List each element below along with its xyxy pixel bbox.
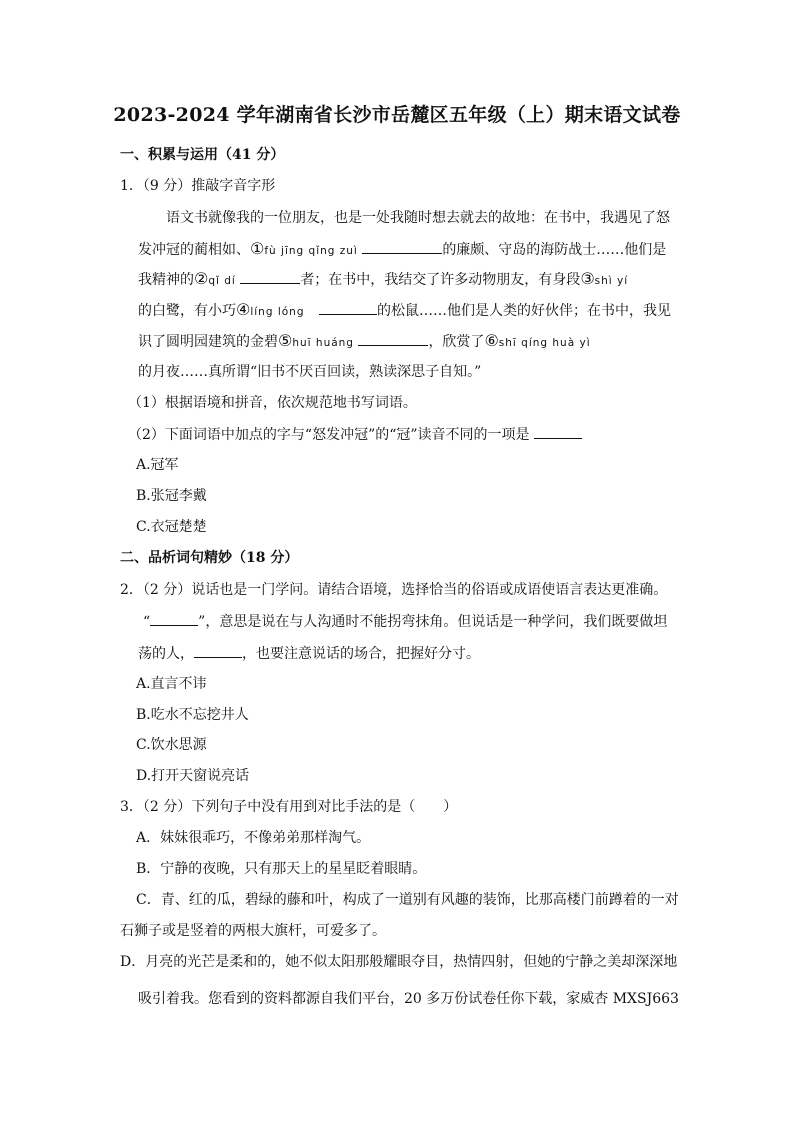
q2-option-b: B.吃水不忘挖井人 [136,707,249,723]
q1-passage-line-2 [138,239,666,261]
q2-option-c: C.饮水思源 [136,737,207,753]
answer-blank-1[interactable] [362,239,442,254]
marker-3: ③ [580,269,595,288]
passage-text: 者；在书中，我结交了许多动物朋友，有身段 [300,272,581,288]
passage-text: “ [143,614,151,630]
passage-text: 的白鹭，有小巧 [138,303,236,319]
q3-option-d-line-1: D．月亮的光芒是柔和的，她不似太阳那般耀眼夺目，热情四射，但她的宁静之美却深深地 [120,954,678,970]
q1-passage-line-6: 的月夜……真所谓“旧书不厌百回读，熟读深思子自知。” [138,364,482,380]
pinyin-6: shī qíng huà yì [498,337,591,349]
q3-option-d-line-2: 吸引着我。您看到的资料都源自我们平台，20 多万份试卷任你下载，家威杏 MXSJ663 [138,991,679,1007]
exam-title: 2023-2024 学年湖南省长沙市岳麓区五年级（上）期末语文试卷 [113,104,681,126]
section-1-heading: 一、积累与运用（41 分） [120,147,285,163]
passage-text: 荡的人， [138,646,194,662]
marker-6: ⑥ [484,331,499,350]
passage-text: ”，意思是说在与人沟通时不能拐弯抹角。但说话是一种学问，我们既要做坦 [198,614,668,630]
q1-passage-line-5 [138,331,591,353]
answer-blank-4[interactable] [319,300,377,315]
section-2-heading: 二、品析词句精妙（18 分） [120,550,299,566]
q3-option-c-line-2: 石狮子或是竖着的两根大旗杆，可爱多了。 [120,923,386,939]
passage-text: ，欣赏了 [428,334,485,350]
q1-passage-line-3 [138,269,628,291]
passage-text: 的松鼠……他们是人类的好伙伴；在书中，我见 [376,303,671,319]
q2-passage-line-2 [138,643,480,664]
q3-option-c-line-1: C．青、红的瓜，碧绿的藤和叶，构成了一道别有风趣的装饰，比那高楼门前蹲着的一对 [136,892,679,908]
q2-option-a: A.直言不讳 [136,676,207,692]
q1-passage-line-1: 语文书就像我的一位朋友，也是一处我随时想去就去的故地：在书中，我遇见了怒 [166,210,670,226]
pinyin-2: qǐ dí [208,275,236,287]
passage-text: 识了圆明园建筑的金碧 [138,334,278,350]
marker-5: ⑤ [278,331,293,350]
answer-blank-q2-1[interactable] [150,611,198,626]
q3-header: 3．（2 分）下列句子中没有用到对比手法的是（ ） [120,799,458,815]
answer-blank-sub2[interactable] [534,424,582,439]
marker-1: ① [250,239,265,258]
passage-text: 发冲冠的蔺相如、 [138,242,250,258]
pinyin-3: shì yí [594,275,629,287]
q1-option-a: A.冠军 [136,457,179,473]
passage-text: 的廉颇、守岛的海防战士……他们是 [442,242,667,258]
marker-2: ② [194,269,209,288]
answer-blank-2[interactable] [240,269,300,284]
q1-sub-question-1: （1）根据语境和拼音，依次规范地书写词语。 [128,395,417,411]
q1-sub-question-2 [128,424,582,445]
q1-header: 1．（9 分）推敲字音字形 [120,178,276,194]
answer-blank-q2-2[interactable] [194,643,242,658]
pinyin-5: huī huáng [292,337,354,349]
pinyin-1: fù jīng qǐng zuì [264,245,358,257]
pinyin-4: líng lóng [250,306,305,318]
q1-option-b: B.张冠李戴 [136,488,207,504]
q1-option-c: C.衣冠楚楚 [136,519,207,535]
passage-text: ，也要注意说话的场合，把握好分寸。 [242,646,480,662]
q2-option-d: D.打开天窗说亮话 [136,768,250,784]
answer-blank-5[interactable] [358,331,428,346]
q3-option-a: A．妹妹很乖巧，不像弟弟那样淘气。 [136,830,371,846]
passage-text: 我精神的 [138,272,194,288]
q2-passage-line-1 [143,611,667,632]
q1-passage-line-4 [138,300,671,322]
marker-4: ④ [236,300,251,319]
q2-header: 2．（2 分）说话也是一门学问。请结合语境，选择恰当的俗语或成语使语言表达更准确。 [120,582,668,598]
sub-question-text: （2）下面词语中加点的字与“怒发冲冠”的“冠”读音不同的一项是 [128,427,530,443]
q3-option-b: B．宁静的夜晚，只有那天上的星星眨着眼睛。 [136,861,427,877]
